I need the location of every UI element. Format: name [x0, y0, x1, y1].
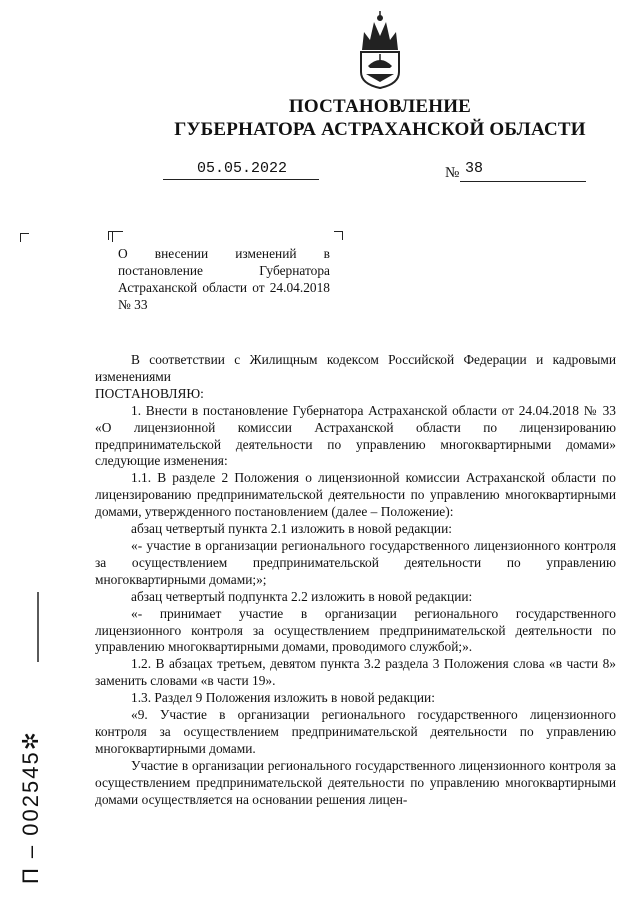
coat-of-arms-icon [356, 10, 404, 90]
body-paragraph: 1. Внести в постановление Губернатора Астраханской области от 24.04.2018 № 33 «О лицензионной комиссии Астраханской области по лицензированию предпринимательской деятельности по управлению многоквартирными домами» следующие изменения: [95, 402, 616, 469]
body-paragraph: 1.3. Раздел 9 Положения изложить в новой редакции: [131, 690, 435, 706]
side-code-text: П – 002545✲ [18, 729, 43, 884]
body-paragraph: 1.2. В абзацах третьем, девятом пункта 3.2 раздела 3 Положения слова «в части 8» заменить словами «в части 19». [95, 656, 616, 689]
corner-mark-left [20, 233, 29, 242]
body-paragraph: Участие в организации регионального государственного лицензионного контроля за осуществлением предпринимательской деятельности по управлению многоквартирными домами осуществляется на основании решения лицен- [95, 757, 616, 807]
document-title-line1: ПОСТАНОВЛЕНИЕ [288, 96, 472, 117]
side-document-code [4, 592, 54, 892]
body-paragraph: «9. Участие в организации регионального государственного лицензионного контроля за осуществлением предпринимательской деятельности по управлению многоквартирными домами. [95, 707, 616, 756]
document-subject: О внесении изменений в постановление Губернатора Астраханской области от 24.04.2018 № 33 [118, 246, 330, 312]
body-paragraph: В соответствии с Жилищным кодексом Российской Федерации и кадровыми изменениями [95, 352, 616, 384]
document-number: 38 [465, 160, 484, 177]
body-paragraph: абзац четвертый подпункта 2.2 изложить в новой редакции: [131, 588, 473, 604]
body-paragraph: 1.1. В разделе 2 Положения о лицензионной комиссии Астраханской области по лицензированию предпринимательской деятельности по управлению многоквартирными домами, утвержденного постановлением (далее – Положение): [95, 470, 616, 520]
body-paragraph: «- участие в организации регионального государственного лицензионного контроля за осуществлением предпринимательской деятельности по управлению многоквартирными домами;»; [95, 537, 616, 587]
body-paragraph: абзац четвертый пункта 2.1 изложить в новой редакции: [131, 521, 452, 537]
body-paragraph: «- принимает участие в организации регионального государственного лицензионного контроля за осуществлением предпринимательской деятельности по управлению многоквартирными домами, проводимого службой;». [95, 605, 616, 655]
number-sign: № [445, 165, 460, 181]
corner-mark-subject-right [334, 231, 343, 240]
body-paragraph: ПОСТАНОВЛЯЮ: [95, 385, 204, 401]
corner-mark-subject-left-inner [112, 231, 123, 242]
date-underline [163, 179, 319, 180]
number-underline [460, 181, 586, 182]
document-date: 05.05.2022 [196, 160, 287, 177]
document-title-line2: ГУБЕРНАТОРА АСТРАХАНСКОЙ ОБЛАСТИ [174, 119, 586, 140]
document-body [95, 352, 616, 808]
